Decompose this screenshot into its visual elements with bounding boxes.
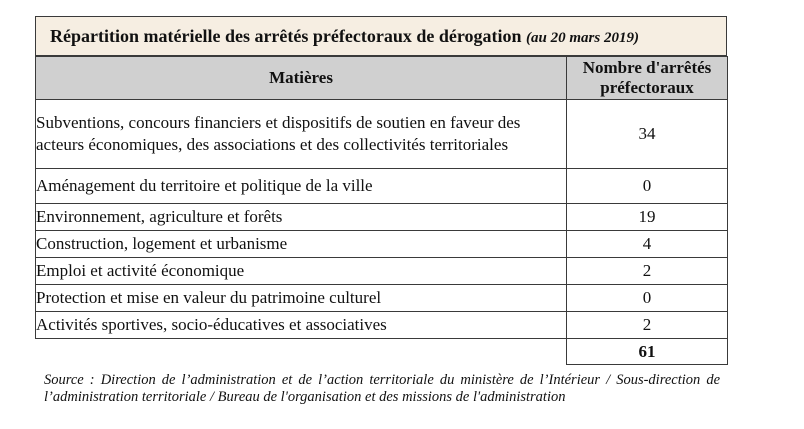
column-header-count: Nombre d'arrêtés préfectoraux — [567, 57, 728, 100]
row-value: 19 — [567, 204, 728, 231]
row-value: 4 — [567, 231, 728, 258]
total-value: 61 — [567, 339, 728, 365]
row-value: 34 — [567, 100, 728, 169]
row-label: Aménagement du territoire et politique de la ville — [36, 169, 567, 204]
table-row — [36, 258, 728, 285]
row-label: Environnement, agriculture et forêts — [36, 204, 567, 231]
total-row-spacer — [36, 339, 567, 365]
row-value: 0 — [567, 285, 728, 312]
table-row — [36, 204, 728, 231]
row-label: Subventions, concours financiers et dispositifs de soutien en faveur des acteurs économiques, des associations et des collectivités territoriales — [36, 100, 567, 169]
table-row — [36, 169, 728, 204]
header-row — [36, 57, 728, 100]
table-frame — [35, 16, 727, 365]
row-value: 0 — [567, 169, 728, 204]
row-value: 2 — [567, 258, 728, 285]
table-row — [36, 312, 728, 339]
column-header-matieres: Matières — [36, 57, 567, 100]
row-label: Construction, logement et urbanisme — [36, 231, 567, 258]
table-title-bar — [35, 16, 727, 56]
table-row — [36, 285, 728, 312]
row-value: 2 — [567, 312, 728, 339]
data-table — [35, 56, 728, 365]
source-note: Source : Direction de l’administration et de l’action territoriale du ministère de l’Intérieur / Sous-direction de l’administration territoriale / Bureau de l'organisation et des missions de l'administration — [44, 372, 720, 405]
row-label: Emploi et activité économique — [36, 258, 567, 285]
table-row — [36, 231, 728, 258]
row-label: Protection et mise en valeur du patrimoine culturel — [36, 285, 567, 312]
row-label: Activités sportives, socio-éducatives et associatives — [36, 312, 567, 339]
total-row — [36, 339, 728, 365]
table-title: Répartition matérielle des arrêtés préfectoraux de dérogation — [50, 26, 522, 46]
table-title-date: (au 20 mars 2019) — [526, 30, 639, 46]
table-row — [36, 100, 728, 169]
